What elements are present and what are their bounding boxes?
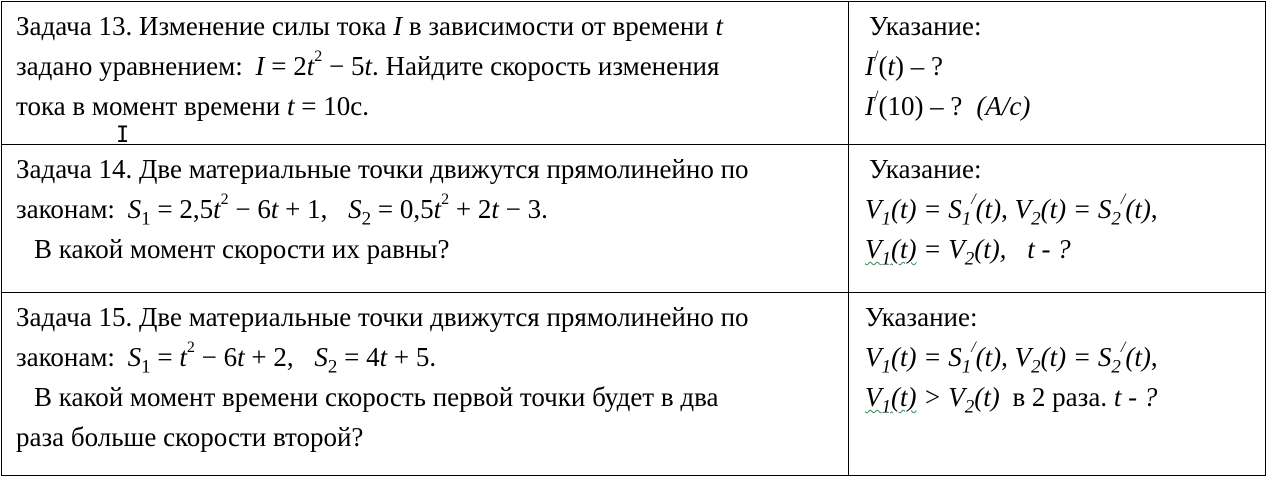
hint-14-label: Указание: [869,154,982,184]
text-cursor-icon: I [116,123,130,148]
hint-15-relation: $V_1(t) > V_2(t)$ в 2 раза. t - ? [865,382,1158,418]
task-13-line-2: задано уравнением: $I = 2t^2 - 5t$. Найдите скорость изменения [16,48,720,81]
tasks-table [1,1,1266,476]
task-15-cell [2,293,849,476]
hint-13-step-1: I/(t) – ? [865,48,943,81]
task-15-line-1: Задача 15. Две материальные точки движутся прямолинейно по [16,302,749,332]
task-15-law-1: $S_1 = t^2 - 6t + 2$, [127,339,294,378]
hint-13-cell [849,2,1266,145]
task-13-condition: t = 10c. [286,91,369,121]
hint-15-cell [849,293,1266,476]
hint-14-velocities: $V_1(t) = S_1^/(t)$, $V_2(t) = S_2^/(t)$, [865,191,1158,230]
task-13-title: Задача 13. [16,11,133,41]
hint-14-cell [849,145,1266,293]
hint-14-relation: $V_1(t) = V_2(t)$, t - ? [865,234,1071,270]
task-14-title: Задача 14. [16,154,133,184]
hint-13-unit: (А/с) [976,91,1031,121]
task-row-14 [2,145,1266,293]
task-13-equation: $I = 2t^2 - 5t$ [255,48,372,81]
task-15-law-2: $S_2 = 4t + 5$. [314,342,437,378]
task-13-cell [2,2,849,148]
task-13-line-3: тока в момент времени t = 10c. I [16,86,848,126]
task-15-question-1: В какой момент времени скорость первой точки будет в два [34,382,719,412]
task-row-13 [2,2,1266,145]
hint-13-step-2: I/(10) – ? (А/с) [865,88,1031,121]
task-13-line-1: Задача 13. Изменение силы тока I в зависимости от времени t [16,11,724,41]
task-14-law-2: $S_2 = 0,5t^2 + 2t - 3$. [348,191,548,230]
task-14-cell [2,145,849,293]
hint-13-label: Указание: [869,11,982,41]
hint-15-label: Указание: [865,302,978,332]
task-15-title: Задача 15. [16,302,133,332]
task-14-question: В какой момент скорости их равны? [34,234,450,264]
task-15-line-2: законам: $S_1 = t^2 - 6t + 2$, $S_2 = 4t + 5$. [16,339,437,378]
task-row-15 [2,293,1266,476]
hint-15-velocities: $V_1(t) = S_1^/(t)$, $V_2(t) = S_2^/(t)$, [865,339,1158,378]
task-14-law-1: $S_1 = 2,5t^2 - 6t + 1$, [127,191,328,230]
task-14-line-1: Задача 14. Две материальные точки движутся прямолинейно по [16,154,749,184]
task-14-line-2: законам: $S_1 = 2,5t^2 - 6t + 1$, $S_2 = 0,5t^2 + 2t - 3$. [16,191,548,230]
task-15-question-2: раза больше скорости второй? [16,422,364,452]
